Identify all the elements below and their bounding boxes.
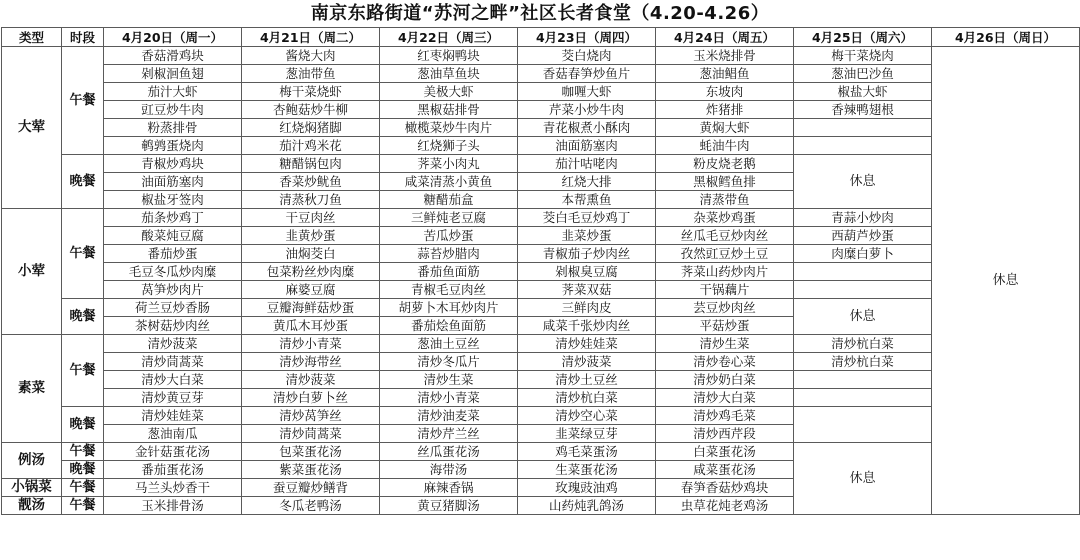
table-header xyxy=(2,28,1080,47)
table-row xyxy=(2,353,1080,371)
dish-cell: 茄汁鸡米花 xyxy=(242,137,380,155)
table-body xyxy=(2,47,1080,515)
dish-cell: 番茄炒蛋 xyxy=(104,245,242,263)
dish-cell: 清炒娃娃菜 xyxy=(104,407,242,425)
dish-cell: 三鲜肉皮 xyxy=(518,299,656,317)
table-row xyxy=(2,119,1080,137)
category-label: 大荤 xyxy=(2,47,62,209)
table-row xyxy=(2,137,1080,155)
dish-cell: 葱油巴沙鱼 xyxy=(794,65,932,83)
dish-cell: 清炒冬瓜片 xyxy=(380,353,518,371)
empty-cell xyxy=(794,119,932,137)
dish-cell: 白菜蛋花汤 xyxy=(656,443,794,461)
rest-cell: 休息 xyxy=(794,299,932,335)
dish-cell: 清炒西芹段 xyxy=(656,425,794,443)
dish-cell: 葱油土豆丝 xyxy=(380,335,518,353)
header-day: 4月21日（周二） xyxy=(242,28,380,47)
table-row xyxy=(2,83,1080,101)
dish-cell: 黄焖大虾 xyxy=(656,119,794,137)
dish-cell: 干豆肉丝 xyxy=(242,209,380,227)
header-day: 4月26日（周日） xyxy=(932,28,1080,47)
dish-cell: 黄豆猪脚汤 xyxy=(380,497,518,515)
dish-cell: 红枣焖鸭块 xyxy=(380,47,518,65)
table-row xyxy=(2,155,1080,173)
menu-sheet xyxy=(1,0,1079,515)
table-row xyxy=(2,227,1080,245)
table-row xyxy=(2,65,1080,83)
dish-cell: 糖醋茄盒 xyxy=(380,191,518,209)
dish-cell: 清炒菠菜 xyxy=(104,335,242,353)
category-label: 例汤 xyxy=(2,443,62,479)
header-day: 4月24日（周五） xyxy=(656,28,794,47)
dish-cell: 清炒生菜 xyxy=(656,335,794,353)
dish-cell: 青椒炒鸡块 xyxy=(104,155,242,173)
dish-cell: 油焖茭白 xyxy=(242,245,380,263)
dish-cell: 冬瓜老鸭汤 xyxy=(242,497,380,515)
category-label: 靓汤 xyxy=(2,497,62,515)
header-type: 类型 xyxy=(2,28,62,47)
meal-period-label: 晚餐 xyxy=(62,299,104,335)
dish-cell: 金针菇蛋花汤 xyxy=(104,443,242,461)
dish-cell: 莴笋炒肉片 xyxy=(104,281,242,299)
dish-cell: 干锅藕片 xyxy=(656,281,794,299)
dish-cell: 剁椒臭豆腐 xyxy=(518,263,656,281)
dish-cell: 香菇滑鸡块 xyxy=(104,47,242,65)
dish-cell: 油面筋塞肉 xyxy=(104,173,242,191)
dish-cell: 紫菜蛋花汤 xyxy=(242,461,380,479)
dish-cell: 西葫芦炒蛋 xyxy=(794,227,932,245)
dish-cell: 春笋香菇炒鸡块 xyxy=(656,479,794,497)
dish-cell: 咸菜蛋花汤 xyxy=(656,461,794,479)
dish-cell: 黑椒菇排骨 xyxy=(380,101,518,119)
dish-cell: 清炒黄豆芽 xyxy=(104,389,242,407)
header-day: 4月23日（周四） xyxy=(518,28,656,47)
meal-period-label: 晚餐 xyxy=(62,155,104,209)
dish-cell: 玉米烧排骨 xyxy=(656,47,794,65)
dish-cell: 清炒大白菜 xyxy=(656,389,794,407)
table-row xyxy=(2,209,1080,227)
dish-cell: 青花椒煮小酥肉 xyxy=(518,119,656,137)
dish-cell: 清炒娃娃菜 xyxy=(518,335,656,353)
dish-cell: 番茄鱼面筋 xyxy=(380,263,518,281)
dish-cell: 粉蒸排骨 xyxy=(104,119,242,137)
meal-period-label: 午餐 xyxy=(62,479,104,497)
dish-cell: 鸡毛菜蛋汤 xyxy=(518,443,656,461)
dish-cell: 油面筋塞肉 xyxy=(518,137,656,155)
dish-cell: 粉皮烧老鹅 xyxy=(656,155,794,173)
dish-cell: 清炒小青菜 xyxy=(380,389,518,407)
dish-cell: 虫草花炖老鸡汤 xyxy=(656,497,794,515)
dish-cell: 清炒茼蒿菜 xyxy=(104,353,242,371)
dish-cell: 清炒菠菜 xyxy=(518,353,656,371)
dish-cell: 豆瓣海鲜菇炒蛋 xyxy=(242,299,380,317)
dish-cell: 韭菜炒蛋 xyxy=(518,227,656,245)
dish-cell: 炸猪排 xyxy=(656,101,794,119)
dish-cell: 海带汤 xyxy=(380,461,518,479)
dish-cell: 清炒奶白菜 xyxy=(656,371,794,389)
category-label: 小荤 xyxy=(2,209,62,335)
meal-period-label: 午餐 xyxy=(62,47,104,155)
dish-cell: 丝瓜毛豆炒肉丝 xyxy=(656,227,794,245)
dish-cell: 蚕豆瓣炒鳝背 xyxy=(242,479,380,497)
dish-cell: 清炒卷心菜 xyxy=(656,353,794,371)
dish-cell: 葱油带鱼 xyxy=(242,65,380,83)
rest-cell: 休息 xyxy=(794,155,932,209)
dish-cell: 马兰头炒香干 xyxy=(104,479,242,497)
table-row xyxy=(2,443,1080,461)
dish-cell: 平菇炒蛋 xyxy=(656,317,794,335)
header-day: 4月20日（周一） xyxy=(104,28,242,47)
dish-cell: 清炒油麦菜 xyxy=(380,407,518,425)
dish-cell: 蒜苔炒腊肉 xyxy=(380,245,518,263)
category-label: 小锅菜 xyxy=(2,479,62,497)
dish-cell: 包菜粉丝炒肉糜 xyxy=(242,263,380,281)
dish-cell: 杂菜炒鸡蛋 xyxy=(656,209,794,227)
dish-cell: 茄汁大虾 xyxy=(104,83,242,101)
dish-cell: 番茄烩鱼面筋 xyxy=(380,317,518,335)
dish-cell: 清炒芹兰丝 xyxy=(380,425,518,443)
dish-cell: 苦瓜炒蛋 xyxy=(380,227,518,245)
empty-cell xyxy=(794,281,932,299)
dish-cell: 糖醋锅包肉 xyxy=(242,155,380,173)
dish-cell: 美极大虾 xyxy=(380,83,518,101)
dish-cell: 孜然豇豆炒土豆 xyxy=(656,245,794,263)
dish-cell: 剁椒洄鱼翅 xyxy=(104,65,242,83)
dish-cell: 香菜炒鱿鱼 xyxy=(242,173,380,191)
weekly-menu-table xyxy=(1,27,1080,515)
dish-cell: 香辣鸭翅根 xyxy=(794,101,932,119)
dish-cell: 椒盐大虾 xyxy=(794,83,932,101)
dish-cell: 三鲜炖老豆腐 xyxy=(380,209,518,227)
dish-cell: 清蒸秋刀鱼 xyxy=(242,191,380,209)
dish-cell: 番茄蛋花汤 xyxy=(104,461,242,479)
dish-cell: 包菜蛋花汤 xyxy=(242,443,380,461)
dish-cell: 清炒白萝卜丝 xyxy=(242,389,380,407)
dish-cell: 肉糜白萝卜 xyxy=(794,245,932,263)
dish-cell: 茄条炒鸡丁 xyxy=(104,209,242,227)
dish-cell: 椒盐牙签肉 xyxy=(104,191,242,209)
dish-cell: 青椒毛豆肉丝 xyxy=(380,281,518,299)
dish-cell: 清炒杭白菜 xyxy=(794,335,932,353)
dish-cell: 茄汁咕咾肉 xyxy=(518,155,656,173)
table-row xyxy=(2,407,1080,425)
dish-cell: 黑椒鳕鱼排 xyxy=(656,173,794,191)
dish-cell: 茭白烧肉 xyxy=(518,47,656,65)
table-row xyxy=(2,245,1080,263)
dish-cell: 山药炖乳鸽汤 xyxy=(518,497,656,515)
dish-cell: 东坡肉 xyxy=(656,83,794,101)
header-period: 时段 xyxy=(62,28,104,47)
dish-cell: 咸菜千张炒肉丝 xyxy=(518,317,656,335)
dish-cell: 麻辣香锅 xyxy=(380,479,518,497)
dish-cell: 清炒生菜 xyxy=(380,371,518,389)
rest-cell: 休息 xyxy=(794,443,932,515)
dish-cell: 荠菜双菇 xyxy=(518,281,656,299)
dish-cell: 丝瓜蛋花汤 xyxy=(380,443,518,461)
dish-cell: 韭菜绿豆芽 xyxy=(518,425,656,443)
dish-cell: 清炒茼蒿菜 xyxy=(242,425,380,443)
dish-cell: 荠菜小肉丸 xyxy=(380,155,518,173)
dish-cell: 毛豆冬瓜炒肉糜 xyxy=(104,263,242,281)
dish-cell: 梅干菜烧虾 xyxy=(242,83,380,101)
dish-cell: 清炒莴笋丝 xyxy=(242,407,380,425)
sunday-rest-cell: 休息 xyxy=(932,47,1080,515)
dish-cell: 鹌鹑蛋烧肉 xyxy=(104,137,242,155)
meal-period-label: 晚餐 xyxy=(62,407,104,443)
table-row xyxy=(2,263,1080,281)
dish-cell: 清炒空心菜 xyxy=(518,407,656,425)
dish-cell: 杏鲍菇炒牛柳 xyxy=(242,101,380,119)
table-row xyxy=(2,101,1080,119)
dish-cell: 豇豆炒牛肉 xyxy=(104,101,242,119)
dish-cell: 葱油南瓜 xyxy=(104,425,242,443)
dish-cell: 清蒸带鱼 xyxy=(656,191,794,209)
dish-cell: 橄榄菜炒牛肉片 xyxy=(380,119,518,137)
dish-cell: 清炒菠菜 xyxy=(242,371,380,389)
dish-cell: 清炒大白菜 xyxy=(104,371,242,389)
dish-cell: 香菇春笋炒鱼片 xyxy=(518,65,656,83)
table-row xyxy=(2,389,1080,407)
header-day: 4月22日（周三） xyxy=(380,28,518,47)
table-row xyxy=(2,299,1080,317)
dish-cell: 葱油草鱼块 xyxy=(380,65,518,83)
dish-cell: 清炒海带丝 xyxy=(242,353,380,371)
dish-cell: 茭白毛豆炒鸡丁 xyxy=(518,209,656,227)
table-row xyxy=(2,335,1080,353)
meal-period-label: 晚餐 xyxy=(62,461,104,479)
dish-cell: 茶树菇炒肉丝 xyxy=(104,317,242,335)
empty-cell xyxy=(794,137,932,155)
page-title: 南京东路街道“苏河之畔”社区长者食堂（4.20-4.26） xyxy=(310,3,770,24)
table-row xyxy=(2,371,1080,389)
dish-cell: 清炒杭白菜 xyxy=(794,353,932,371)
dish-cell: 麻婆豆腐 xyxy=(242,281,380,299)
dish-cell: 清炒土豆丝 xyxy=(518,371,656,389)
dish-cell: 梅干菜烧肉 xyxy=(794,47,932,65)
header-day: 4月25日（周六） xyxy=(794,28,932,47)
empty-cell xyxy=(794,371,932,389)
dish-cell: 红烧狮子头 xyxy=(380,137,518,155)
dish-cell: 胡萝卜木耳炒肉片 xyxy=(380,299,518,317)
dish-cell: 韭黄炒蛋 xyxy=(242,227,380,245)
dish-cell: 清炒鸡毛菜 xyxy=(656,407,794,425)
empty-cell xyxy=(794,407,932,443)
dish-cell: 红烧焖猪脚 xyxy=(242,119,380,137)
meal-period-label: 午餐 xyxy=(62,335,104,407)
dish-cell: 酱烧大肉 xyxy=(242,47,380,65)
dish-cell: 芸豆炒肉丝 xyxy=(656,299,794,317)
dish-cell: 葱油鲳鱼 xyxy=(656,65,794,83)
dish-cell: 生菜蛋花汤 xyxy=(518,461,656,479)
dish-cell: 清炒小青菜 xyxy=(242,335,380,353)
category-label: 素菜 xyxy=(2,335,62,443)
table-row xyxy=(2,47,1080,65)
dish-cell: 青蒜小炒肉 xyxy=(794,209,932,227)
table-row xyxy=(2,281,1080,299)
meal-period-label: 午餐 xyxy=(62,209,104,299)
meal-period-label: 午餐 xyxy=(62,443,104,461)
dish-cell: 黄瓜木耳炒蛋 xyxy=(242,317,380,335)
dish-cell: 荠菜山药炒肉片 xyxy=(656,263,794,281)
dish-cell: 清炒杭白菜 xyxy=(518,389,656,407)
empty-cell xyxy=(794,263,932,281)
dish-cell: 红烧大排 xyxy=(518,173,656,191)
dish-cell: 咖喱大虾 xyxy=(518,83,656,101)
dish-cell: 本帮熏鱼 xyxy=(518,191,656,209)
dish-cell: 芹菜小炒牛肉 xyxy=(518,101,656,119)
dish-cell: 玉米排骨汤 xyxy=(104,497,242,515)
empty-cell xyxy=(794,389,932,407)
dish-cell: 玫瑰豉油鸡 xyxy=(518,479,656,497)
dish-cell: 酸菜炖豆腐 xyxy=(104,227,242,245)
meal-period-label: 午餐 xyxy=(62,497,104,515)
dish-cell: 咸菜清蒸小黄鱼 xyxy=(380,173,518,191)
dish-cell: 荷兰豆炒香肠 xyxy=(104,299,242,317)
dish-cell: 青椒茄子炒肉丝 xyxy=(518,245,656,263)
dish-cell: 蚝油牛肉 xyxy=(656,137,794,155)
